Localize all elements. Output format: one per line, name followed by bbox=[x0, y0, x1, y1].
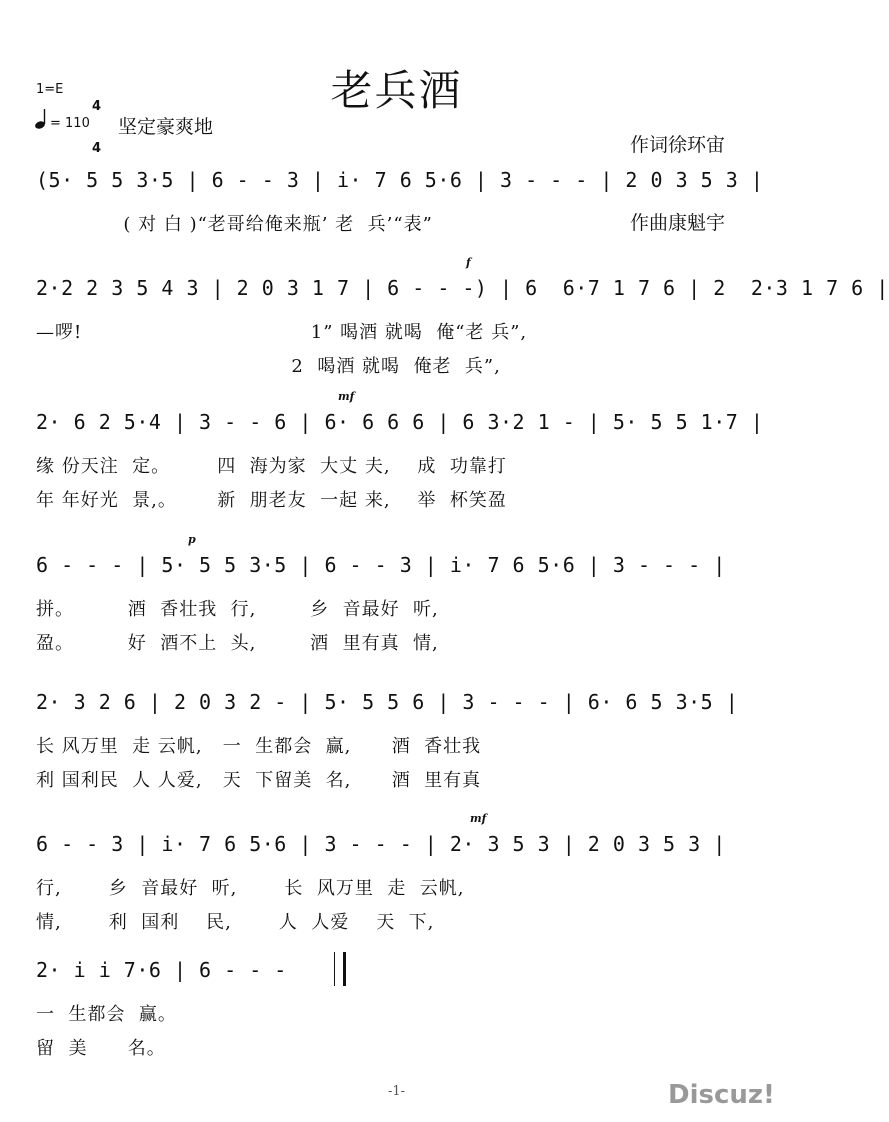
final-barline bbox=[334, 952, 346, 986]
lyricist: 作词徐环宙 bbox=[630, 134, 726, 156]
expression-marking: 坚定豪爽地 bbox=[118, 116, 214, 138]
lyric-line-1: —啰! 1” 喝酒 就喝 俺“老 兵”, bbox=[36, 322, 528, 343]
notation-line: (5· 5 5 3·5 | 6 - - 3 | i· 7 6 5·6 | 3 - - - | 2 0 3 5 3 | bbox=[36, 168, 764, 192]
notation-line: 2· 6 2 5·4 | 3 - - 6 | 6· 6 6 6 | 6 3·2 1 - | 5· 5 5 1·7 | bbox=[36, 410, 764, 434]
lyric-line-2: 情, 利 国利 民, 人 人爱 天 下, bbox=[36, 912, 435, 933]
time-signature bbox=[92, 72, 101, 170]
lyric-line-2: 年 年好光 景,。 新 朋老友 一起 来, 举 杯笑盈 bbox=[36, 490, 507, 511]
lyric-line-1: 长 风万里 走 云帆, 一 生都会 赢, 酒 香壮我 bbox=[36, 736, 482, 757]
meter-bottom: 4 bbox=[92, 141, 102, 156]
composer: 作曲康魁宇 bbox=[630, 212, 726, 234]
song-title: 老兵酒 bbox=[330, 66, 463, 115]
notation-line: 2· i i 7·6 | 6 - - - bbox=[36, 958, 287, 982]
notation-line: 2·2 2 3 5 4 3 | 2 0 3 1 7 | 6 - - -) | 6 6·7 1 7 6 | 2 2·3 1 7 6 | bbox=[36, 276, 889, 300]
dynamic-marking: mf bbox=[470, 812, 487, 825]
watermark-logo: Discuz! bbox=[668, 1080, 775, 1110]
key-signature: 1=E bbox=[36, 82, 64, 97]
notation-line: 6 - - 3 | i· 7 6 5·6 | 3 - - - | 2· 3 5 3 | 2 0 3 5 3 | bbox=[36, 832, 726, 856]
meter-top: 4 bbox=[92, 99, 102, 114]
lyric-line-2: 留 美 名。 bbox=[36, 1038, 166, 1059]
quarter-note-icon bbox=[34, 108, 48, 130]
dynamic-marking: f bbox=[466, 256, 471, 269]
lyric-line-2: 2 喝酒 就喝 俺老 兵”, bbox=[36, 356, 501, 377]
lyric-line-1: 行, 乡 音最好 听, 长 风万里 走 云帆, bbox=[36, 878, 465, 899]
lyric-line-1: ( 对 白 )“老哥给俺来瓶’ 老 兵’“表” bbox=[36, 214, 433, 235]
lyric-line-1: 一 生都会 赢。 bbox=[36, 1004, 177, 1025]
notation-line: 2· 3 2 6 | 2 0 3 2 - | 5· 5 5 6 | 3 - - - | 6· 6 5 3·5 | bbox=[36, 690, 739, 714]
dynamic-marking: mf bbox=[338, 390, 355, 403]
notation-line: 6 - - - | 5· 5 5 3·5 | 6 - - 3 | i· 7 6 5·6 | 3 - - - | bbox=[36, 553, 726, 577]
tempo-marking: = 110 bbox=[50, 116, 90, 131]
lyric-line-1: 拼。 酒 香壮我 行, 乡 音最好 听, bbox=[36, 599, 439, 620]
dynamic-marking: p bbox=[188, 533, 196, 546]
lyric-line-1: 缘 份天注 定。 四 海为家 大丈 夫, 成 功靠打 bbox=[36, 456, 507, 477]
lyric-line-2: 利 国利民 人 人爱, 天 下留美 名, 酒 里有真 bbox=[36, 770, 482, 791]
page-number: -1- bbox=[387, 1084, 406, 1099]
lyric-line-2: 盈。 好 酒不上 头, 酒 里有真 情, bbox=[36, 633, 439, 654]
